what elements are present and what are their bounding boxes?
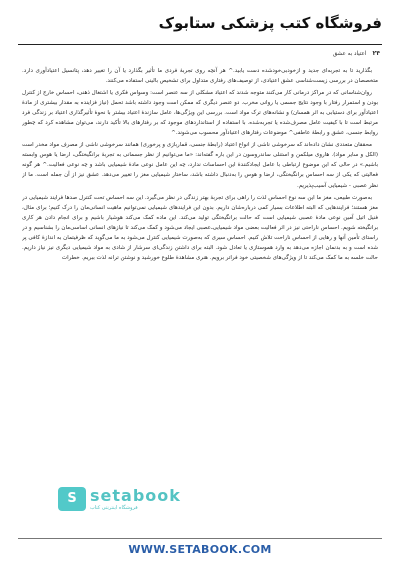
watermark-logo-icon: S: [58, 487, 86, 511]
setabook-watermark: [58, 486, 181, 511]
body-text: [22, 66, 378, 526]
header-rule: [18, 44, 382, 45]
paragraph: محققان متعددی نشان داده‌اند که سرخوشی ناشی از انواع اعتیاد (رابطهٔ جنسی، قماربازی و پرخوری) همانند سرخوشی ناشی از مصرف مواد مخدر است (الکل و سایر مواد). هاروی میلکمن و استنلی ساندروسون در این باره گفته‌اند: «ما می‌توانیم از نظر جسمانی به تجربهٔ برانگیختگی، ارضا یا هوس وابسته باشیم.» در حالی که این موضوع ارتباطی با عامل ایجادکنندهٔ این احساسات ندارد، چه این عامل نوعی مادهٔ شیمیایی باشد و چه نوعی فعالیت.^ هر گونه فعالیتی که یکی از سه احساس برانگیختگی، ارضا و هوس را به‌دنبال داشته باشد، ساختار شیمیایی مغز را تغییر می‌دهد. عشق نیز از آن جمله است. ما از نظر عصبی - شیمیایی آسیب‌پذیریم.: [22, 142, 378, 189]
footer-url: WWW.SETABOOK.COM: [128, 543, 272, 556]
footer-rule: [18, 538, 382, 539]
paragraph: به‌صورت طبیعی، مغز ما این سه نوع احساس لذت را راهی برای تجربهٔ بهتر زندگی در نظر می‌گیرد. این سه احساس تحت کنترل صدها فرایند شیمیایی در مغز هستند؛ فرایندهایی که البته اطلاعات بسیار کمی درباره‌شان داریم. بدون این فرایندهای شیمیایی نمی‌توانیم ماهیت انسانی‌مان را درک کنیم؛ برای مثال، فنیل اتیل آمین نوعی مادهٔ عصبی شیمیایی است که حالت برانگیختگی تولید می‌کند. این ماده کمک می‌کند هوشیار باشیم و برای انجام دادن هر کاری برانگیخته شویم. احساس ناراحتی نیز در اثر فعالیت بعضی مواد شیمیایی‌ـ‌عصبی ایجاد می‌شود و کمک می‌کند تا نیازهای انسانی اساسی‌مان را بشناسیم و در راستای تأمین آنها و رهایی از احساس ناراحت تلاش کنیم. احساس سیری که به‌صورت شیمیایی کنترل می‌شود به ما می‌گوید که ظرفیتمان به اندازهٔ کافی پر شده است و به بدنمان اجازه می‌دهد به وارد هموستازی یا تعادل شود. البته برای داشتن زندگی‌ای سرشار از شادی به مواد شیمیایی دیگری نیز نیاز داریم. حالت خلسه به ما کمک می‌کند تا از ویژگی‌های شخصیتی خود فراتر برویم. هنری مشاهدهٔ طلوع خورشید و نوشتن ترانه لذت ببریم. خطرات: [22, 194, 378, 261]
page-number: ۲۴: [372, 50, 380, 57]
running-head: [333, 50, 380, 57]
paragraph: روان‌شناسانی که در مراکز درمانی کار می‌کنند متوجه شدند که اعتیاد مشکلی از سه عنصر است: وسواس فکری یا اشتغال ذهنی، احساس خارج از کنترل بودن و استمرار رفتار با وجود نتایج جسمی یا روانی مخرب. دو عنصر دیگری که ممکن است وجود داشته باشد تحمل (نیاز فزاینده به مقدار بیشتری از مادهٔ اعتیادآور برای دستیابی به اثر همسان) و نشانه‌های ترک مواد است. بررسی این ویژگی‌ها، عامل سازندهٔ اعتیاد بیشتر با نحوهٔ تأثیرگذاری اعتیاد بر زندگی فرد مرتبط است تا با کیفیت عامل مصرف‌شده یا تجربه‌شده. با استفاده از استانداردهای موجود که بر رفتارهای بالا تأکید دارند، می‌توان مشاهده کرد که چطور روابط جنسی، عشق و رابطهٔ عاطفی^ موضوعات رفتارهای اعتیادآور محسوب می‌شوند.^: [22, 90, 378, 137]
watermark-text: [90, 486, 181, 511]
chapter-title: اعتیاد به عشق: [332, 51, 367, 57]
store-title: فروشگاه کتب پزشکی ستابوک: [158, 14, 382, 32]
watermark-brand: setabook: [90, 486, 181, 505]
watermark-tagline: فروشگاه اینترنتی کتاب: [90, 505, 138, 511]
paragraph: بگذارید تا به تجربه‌ای جدید و ازخودبی‌خودشده دست یابید.^ هر آنچه روی تجربهٔ فردی ما تأثیر بگذارد یا آن را تغییر دهد، پتانسیل اعتیادآوری دارد. متخصصان در بررسی زیست‌شناسی عشق اعتیادی، از توصیف‌های رفتاری متداول برای تشخیص بالینی استفاده می‌کنند.: [22, 68, 378, 85]
